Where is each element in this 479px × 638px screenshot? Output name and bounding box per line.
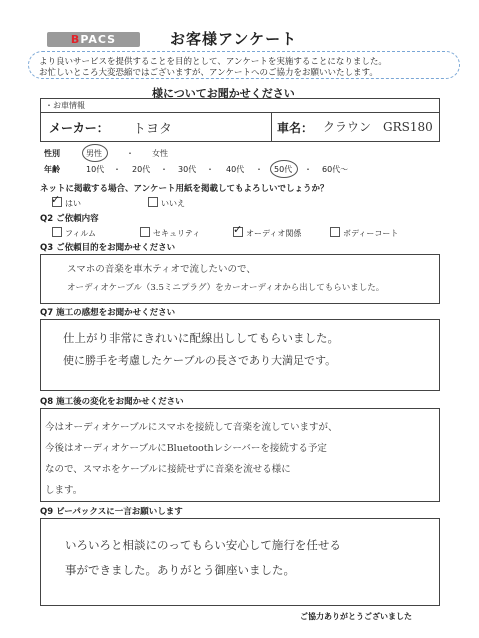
check-mark-icon: ✓ [51,193,61,206]
q3-answer-line-2: オーディオケーブル（3.5ミニプラグ）をカーオーディオから出してもらいました。 [67,283,385,293]
q7-answer-box[interactable] [40,319,440,391]
q3-title: Q3 ご依頼目的をお聞かせください [40,243,176,253]
option-label: セキュリティ [153,229,201,238]
notice-line-2: お忙しいところ大変恐縮ではございますが、アンケートへのご協力をお願いいたします。 [39,68,378,78]
model-value[interactable]: クラウン GRS180 [323,120,433,134]
separator: ・ [113,165,121,174]
divider [271,112,272,141]
checkbox[interactable] [148,197,158,207]
age-40s[interactable]: 40代 [226,165,245,174]
checkbox[interactable] [330,227,340,237]
model-label: 車名： [277,121,314,135]
maker-value[interactable]: トヨタ [133,122,173,137]
notice-line-1: より良いサービスを提供することを目的として、アンケートを実施することになりました。 [39,57,387,67]
age-60s-plus[interactable]: 60代～ [322,165,349,174]
notice-box [28,51,460,79]
q8-answer-box[interactable] [40,408,440,502]
q9-answer-line-1: いろいろと相談にのってもらい安心して施行を任せる [65,538,341,552]
maker-label: メーカー： [49,121,109,135]
q2-option-security[interactable] [140,227,200,239]
q7-title: Q7 施工の感想をお聞かせください [40,308,176,318]
q9-answer-box[interactable] [40,518,440,606]
bpacs-logo: BPACS [47,32,140,47]
age-50s[interactable]: 50代 [274,165,293,174]
vehicle-info-label: ・お車情報 [45,101,85,110]
age-label: 年齢 [44,165,60,174]
separator: ・ [304,165,312,174]
option-label: オーディオ関係 [246,229,302,238]
selection-circle [270,160,298,178]
option-label: いいえ [161,199,185,208]
thank-you-footer: ご協力ありがとうございました [300,612,412,621]
gender-male[interactable]: 男性 [86,149,102,158]
gender-label: 性別 [44,149,60,158]
option-label: フィルム [65,229,97,238]
q7-answer-line-2: 使に勝手を考慮したケーブルの長さであり大満足です。 [63,354,337,367]
separator: ・ [206,165,214,174]
option-label: ボディーコート [343,229,399,238]
gender-female[interactable]: 女性 [152,149,168,158]
selection-circle [82,144,108,162]
checkbox[interactable] [140,227,150,237]
checkbox[interactable] [52,227,62,237]
separator: ・ [255,165,263,174]
q7-answer-line-1: 仕上がり非常にきれいに配線出ししてもらいました。 [63,331,339,345]
q2-option-audio[interactable] [233,227,301,239]
q3-answer-box[interactable] [40,254,440,304]
section-title: 様についてお聞かせください [152,87,295,100]
q3-answer-line-1: スマホの音楽を車木ティオで流したいので、 [67,264,256,275]
divider [41,112,439,113]
q2-option-body-coat[interactable] [330,227,398,239]
q8-title: Q8 施工後の変化をお聞かせください [40,397,184,407]
q8-answer-line-4: します。 [45,485,83,496]
q8-answer-line-3: なので、スマホをケーブルに接続せずに音楽を流せる様に [45,464,291,475]
q8-answer-line-2: 今後はオーディオケーブルにBluetoothレシーバーを接続する予定 [45,443,327,454]
document-title: お客様アンケート [170,30,298,48]
separator: ・ [126,149,134,158]
publish-no-option[interactable] [148,197,185,209]
q2-option-film[interactable] [52,227,96,239]
age-20s[interactable]: 20代 [132,165,151,174]
check-mark-icon: ✓ [233,223,243,236]
age-30s[interactable]: 30代 [178,165,197,174]
age-10s[interactable]: 10代 [86,165,105,174]
q9-answer-line-2: 事ができました。ありがとう御座いました。 [65,563,295,577]
option-label: はい [65,199,81,208]
publish-question: ネットに掲載する場合、アンケート用紙を掲載してもよろしいでしょうか？ [40,184,329,194]
q9-title: Q9 ビーパックスに一言お願いします [40,507,183,517]
vehicle-info-box [40,98,440,142]
q8-answer-line-1: 今はオーディオケーブルにスマホを接続して音楽を流していますが、 [45,422,338,433]
q2-title: Q2 ご依頼内容 [40,214,99,224]
separator: ・ [160,165,168,174]
